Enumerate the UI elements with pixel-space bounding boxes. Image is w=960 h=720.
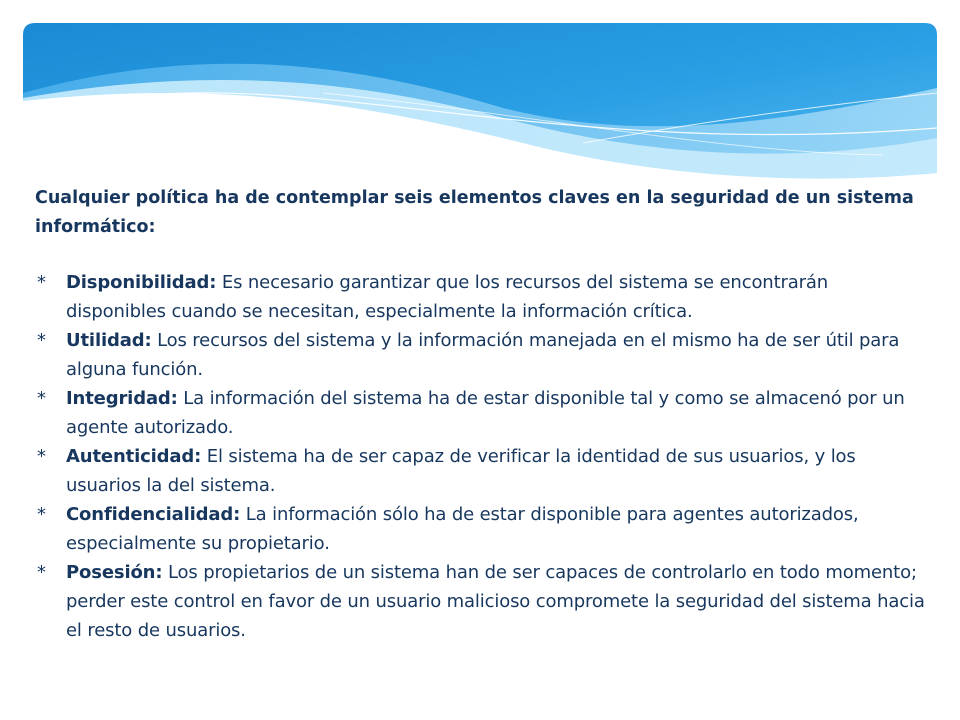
item-text: La información sólo ha de estar disponible para agentes autorizados, especialmente su propietario. — [66, 504, 859, 554]
item-text: El sistema ha de ser capaz de verificar la identidad de sus usuarios, y los usuarios la del sistema. — [66, 446, 856, 496]
list-item-posesion — [35, 558, 925, 645]
elements-list — [35, 268, 925, 645]
item-text: Es necesario garantizar que los recursos del sistema se encontrarán disponibles cuando se necesitan, especialmente la información crítica. — [66, 272, 828, 322]
bullet-marker: * — [37, 272, 46, 293]
list-item-confidencialidad — [35, 500, 925, 558]
intro-heading: Cualquier política ha de contemplar seis elementos claves en la seguridad de un sistema informático: — [35, 188, 914, 237]
item-term: Autenticidad: — [66, 446, 202, 467]
bullet-marker: * — [37, 446, 46, 467]
bullet-marker: * — [37, 562, 46, 583]
list-item-integridad — [35, 384, 925, 442]
item-term: Posesión: — [66, 562, 163, 583]
slide-content — [35, 184, 925, 645]
list-item-utilidad — [35, 326, 925, 384]
bullet-marker: * — [37, 504, 46, 525]
item-text: Los propietarios de un sistema han de ser capaces de controlarlo en todo momento; perder este control en favor de un usuario malicioso compromete la seguridad del sistema hacia el resto de usuarios. — [66, 562, 925, 641]
item-term: Disponibilidad: — [66, 272, 217, 293]
item-term: Utilidad: — [66, 330, 152, 351]
list-item-disponibilidad — [35, 268, 925, 326]
bullet-marker: * — [37, 388, 46, 409]
list-item-autenticidad — [35, 442, 925, 500]
item-term: Integridad: — [66, 388, 178, 409]
item-text: La información del sistema ha de estar disponible tal y como se almacenó por un agente autorizado. — [66, 388, 905, 438]
item-term: Confidencialidad: — [66, 504, 241, 525]
bullet-marker: * — [37, 330, 46, 351]
header-wave-banner — [23, 23, 937, 183]
item-text: Los recursos del sistema y la información manejada en el mismo ha de ser útil para alguna función. — [66, 330, 900, 380]
